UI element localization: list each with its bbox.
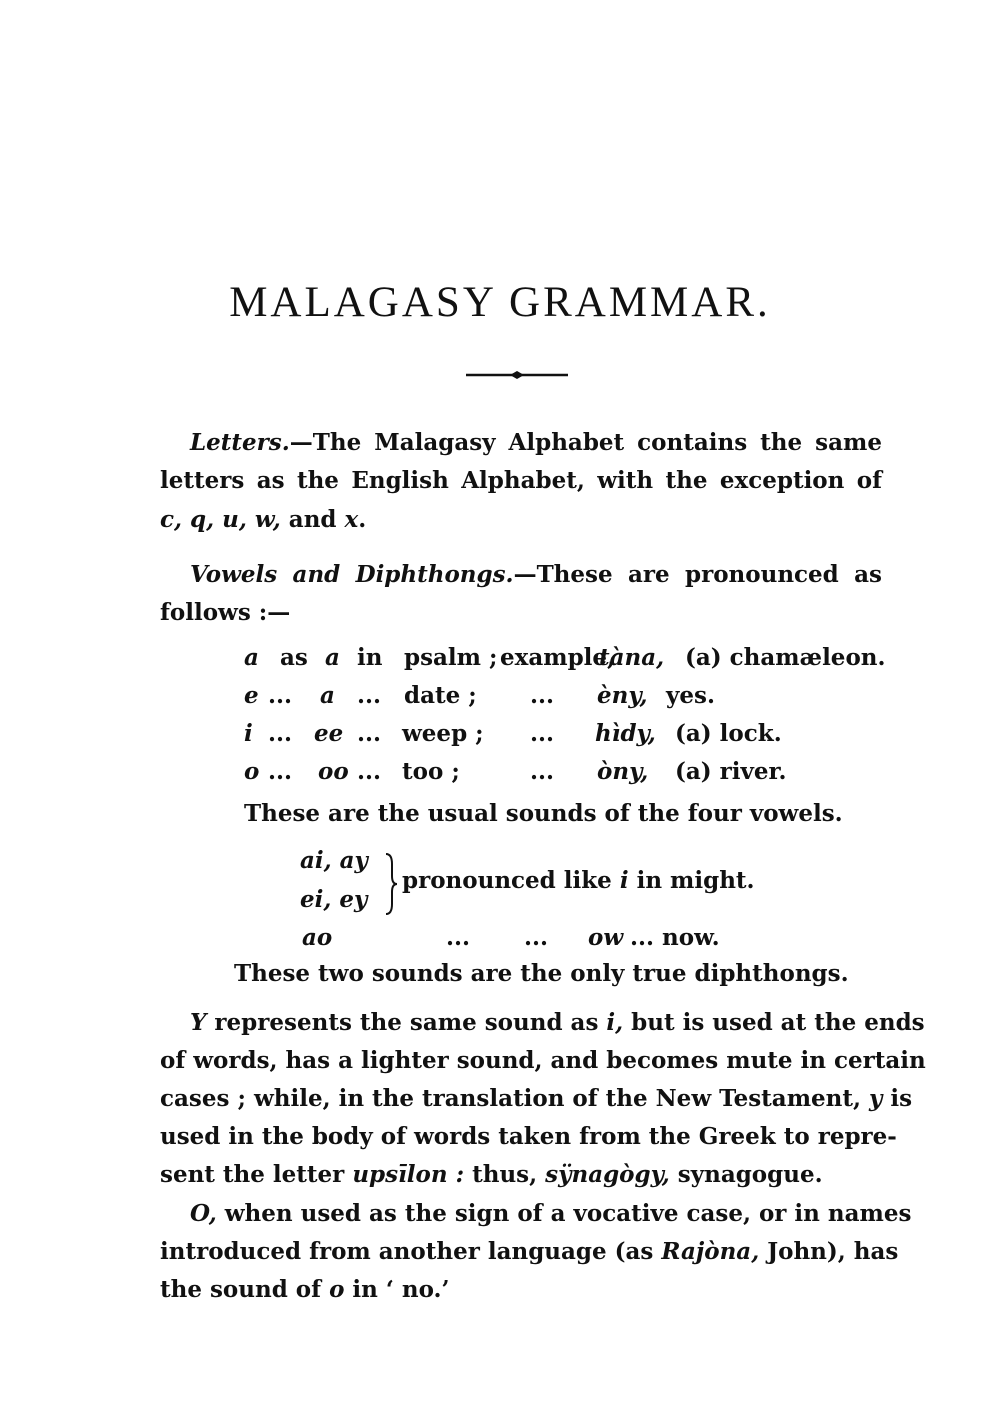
page-title: MALAGASY GRAMMAR.	[229, 279, 771, 326]
y-para-line-3: cases ; while, in the translation of the New Testament, y is	[160, 1085, 913, 1112]
letters-label: Letters.	[190, 429, 290, 456]
ornament-divider	[466, 370, 568, 380]
diphthong-ei: ei, ey	[300, 886, 368, 913]
letters-line-3: c, q, u, w, and x.	[160, 506, 367, 533]
y-para-line-4: used in the body of words taken from the Greek to repre-	[160, 1123, 897, 1150]
o-para-line-3: the sound of o in ‘ no.’	[160, 1276, 450, 1303]
diphthong-ai: ai, ay	[300, 847, 368, 874]
o-para-line-1: O, when used as the sign of a vocative case, or in names	[190, 1200, 912, 1227]
letters-line-1: Letters.—The Malagasy Alphabet contains the same	[190, 429, 882, 456]
vowels-line-1: Vowels and Diphthongs.—These are pronounced as	[190, 561, 882, 588]
diphthong-ao-row: ao ... ... ow ... now.	[302, 924, 720, 951]
y-para-line-1: Y represents the same sound as i, but is used at the ends	[190, 1009, 925, 1036]
vowel-row: i ... ee ... weep ; ... hìdy, (a) lock.	[244, 720, 782, 747]
brace-icon	[383, 852, 399, 916]
vowels-summary: These are the usual sounds of the four vowels.	[244, 800, 843, 827]
y-para-line-2: of words, has a lighter sound, and becomes mute in certain	[160, 1047, 926, 1074]
vowels-label: Vowels and Diphthongs.	[190, 561, 514, 588]
vowels-line-2: follows :—	[160, 599, 291, 626]
y-para-line-5: sent the letter upsīlon : thus, sÿnagògy, synagogue.	[160, 1161, 823, 1188]
letters-line-2: letters as the English Alphabet, with the exception of	[160, 467, 882, 494]
diphthong-pronunciation: pronounced like i in might.	[402, 867, 755, 894]
vowel-row: a as a in psalm ; example, tàna, (a) chamæleon.	[244, 644, 886, 671]
vowel-row: o ... oo ... too ; ... òny, (a) river.	[244, 758, 787, 785]
o-para-line-2: introduced from another language (as Rajòna, John), has	[160, 1238, 899, 1265]
vowel-row: e ... a ... date ; ... èny, yes.	[244, 682, 715, 709]
diphthongs-summary: These two sounds are the only true diphthongs.	[234, 960, 849, 987]
